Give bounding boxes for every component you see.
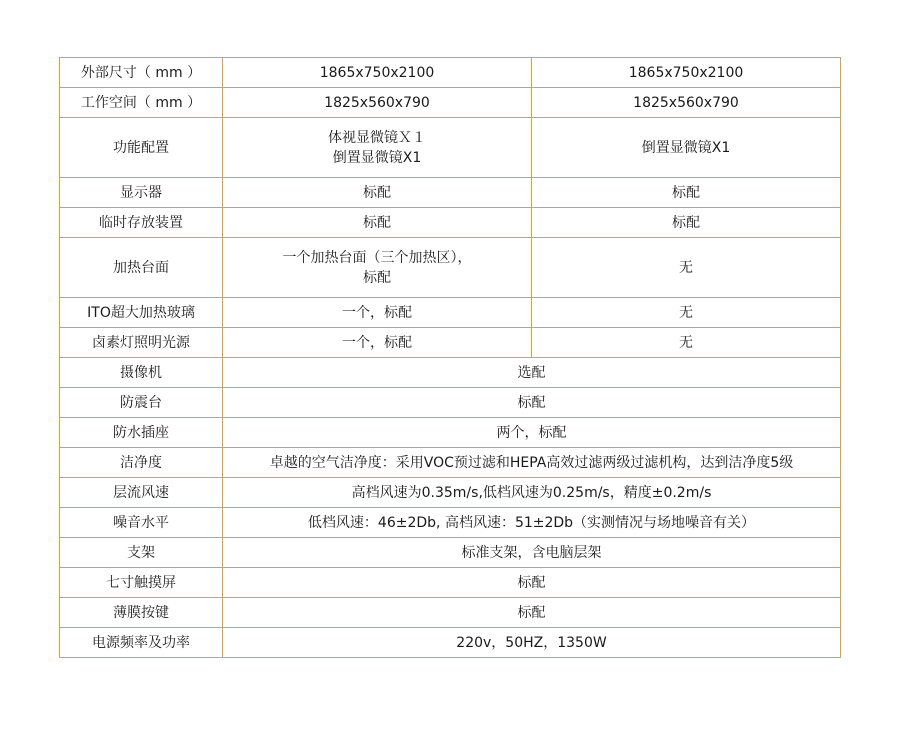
model-1-value	[223, 238, 532, 298]
row-label: 工作空间（ mm ）	[60, 88, 223, 118]
row-label: 防震台	[60, 388, 223, 418]
table-row	[60, 538, 841, 568]
table-row	[60, 478, 841, 508]
row-label: 薄膜按键	[60, 598, 223, 628]
shared-value: 标配	[223, 598, 841, 628]
row-label: 卤素灯照明光源	[60, 328, 223, 358]
value-line: 体视显微镜Ｘ１	[328, 129, 426, 146]
table-row	[60, 118, 841, 178]
row-label: 防水插座	[60, 418, 223, 448]
row-label: 临时存放装置	[60, 208, 223, 238]
table-row	[60, 448, 841, 478]
table-row	[60, 598, 841, 628]
table-row	[60, 568, 841, 598]
table-row	[60, 298, 841, 328]
table-row	[60, 328, 841, 358]
model-1-value: 1825x560x790	[223, 88, 532, 118]
row-label: 显示器	[60, 178, 223, 208]
model-1-value: 1865x750x2100	[223, 58, 532, 88]
row-label: 支架	[60, 538, 223, 568]
table-row	[60, 178, 841, 208]
table-row	[60, 388, 841, 418]
shared-value: 卓越的空气洁净度：采用VOC预过滤和HEPA高效过滤两级过滤机构，达到洁净度5级	[223, 448, 841, 478]
model-2-value: 标配	[532, 208, 841, 238]
model-1-value: 一个，标配	[223, 328, 532, 358]
shared-value: 220v，50HZ，1350W	[223, 628, 841, 658]
shared-value: 标配	[223, 388, 841, 418]
row-label: 噪音水平	[60, 508, 223, 538]
shared-value: 高档风速为0.35m/s,低档风速为0.25m/s，精度±0.2m/s	[223, 478, 841, 508]
row-label: 电源频率及功率	[60, 628, 223, 658]
shared-value: 标配	[223, 568, 841, 598]
model-1-value: 标配	[223, 178, 532, 208]
model-2-value: 无	[532, 238, 841, 298]
row-label: 摄像机	[60, 358, 223, 388]
row-label: 外部尺寸（ mm ）	[60, 58, 223, 88]
model-2-value: 无	[532, 298, 841, 328]
row-label: 七寸触摸屏	[60, 568, 223, 598]
model-1-value: 一个，标配	[223, 298, 532, 328]
table-row	[60, 238, 841, 298]
model-2-value: 1865x750x2100	[532, 58, 841, 88]
model-1-value: 标配	[223, 208, 532, 238]
value-line: 一个加热台面（三个加热区），	[282, 249, 472, 266]
row-label: 洁净度	[60, 448, 223, 478]
row-label: ITO超大加热玻璃	[60, 298, 223, 328]
model-2-value: 标配	[532, 178, 841, 208]
row-label: 层流风速	[60, 478, 223, 508]
shared-value: 标准支架，含电脑层架	[223, 538, 841, 568]
model-2-value: 1825x560x790	[532, 88, 841, 118]
row-label: 功能配置	[60, 118, 223, 178]
table-row	[60, 58, 841, 88]
table-row	[60, 208, 841, 238]
model-2-value: 无	[532, 328, 841, 358]
model-2-value: 倒置显微镜X1	[532, 118, 841, 178]
table-row	[60, 358, 841, 388]
model-1-value	[223, 118, 532, 178]
shared-value: 低档风速：46±2Db, 高档风速：51±2Db（实测情况与场地噪音有关）	[223, 508, 841, 538]
table-row	[60, 628, 841, 658]
value-line: 倒置显微镜X1	[332, 149, 422, 166]
spec-table	[59, 57, 841, 658]
table-row	[60, 88, 841, 118]
shared-value: 选配	[223, 358, 841, 388]
shared-value: 两个，标配	[223, 418, 841, 448]
row-label: 加热台面	[60, 238, 223, 298]
table-row	[60, 508, 841, 538]
value-line: 标配	[363, 269, 391, 286]
table-row	[60, 418, 841, 448]
